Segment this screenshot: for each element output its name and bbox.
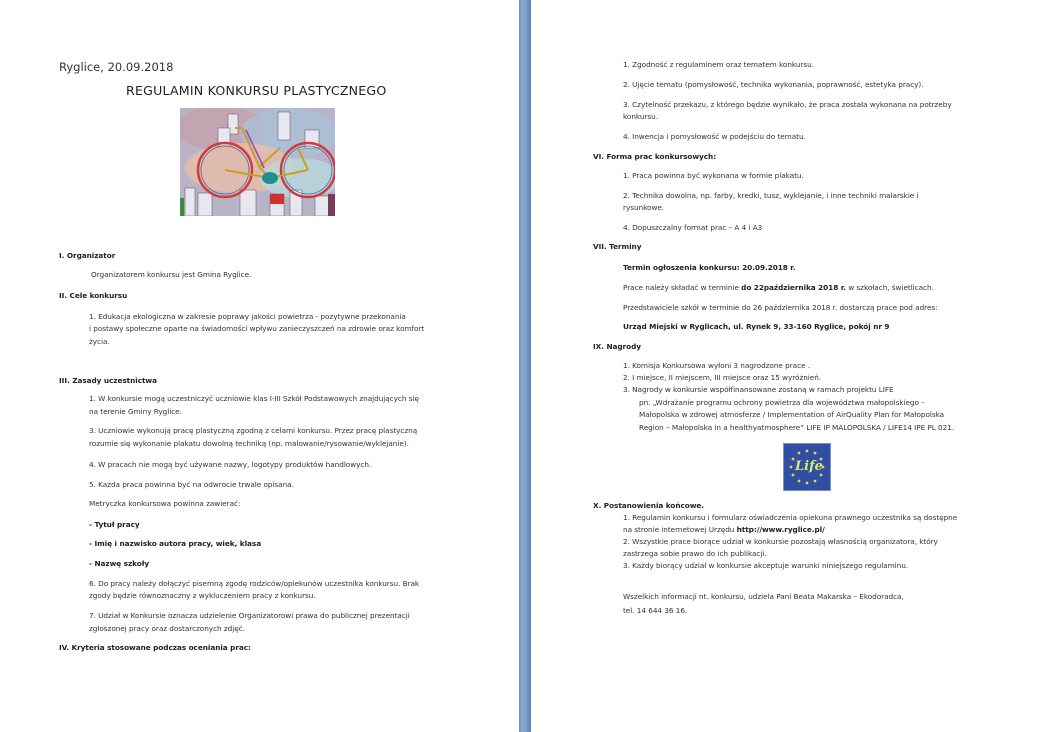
section-heading-prizes: IX. Nagrody — [593, 342, 641, 351]
form-item-4: 4. Dopuszczalny format prac – A 4 i A3 — [623, 223, 763, 232]
criterion-2: 2. Ujęcie tematu (pomysłowość, technika wykonania, poprawność, estetyka pracy). — [623, 80, 924, 89]
goals-line-2: i postawy społeczne oparte na świadomości wpływu zanieczyszczeń na zdrowie oraz komfort — [89, 324, 425, 333]
final-item-1-line-2 — [623, 525, 825, 535]
section-heading-form: VI. Forma prac konkursowych: — [593, 152, 717, 161]
goals-line-1: 1. Edukacja ekologiczna w zakresie poprawy jakości powietrza - pozytywne przekonania — [89, 312, 406, 321]
page-divider — [519, 0, 531, 732]
rule-6-line-2: zgody będzie równoznaczny z wykluczeniem pracy z konkursu. — [89, 591, 316, 600]
life-programme-logo — [783, 443, 831, 491]
section-heading-final: X. Postanowienia końcowe. — [593, 501, 705, 510]
delivery-deadline: Przedstawiciele szkół w terminie do 26 października 2018 r. dostarczą prace pod adres: — [623, 303, 938, 312]
criterion-4: 4. Inwencja i pomysłowość w podejściu do tematu. — [623, 132, 806, 141]
document-title: REGULAMIN KONKURSU PLASTYCZNEGO — [126, 83, 387, 98]
criterion-3-line-2: konkursu. — [623, 112, 658, 121]
rule-7-line-2: zgłoszonej pracy oraz dostarczonych zdjęć. — [89, 624, 245, 633]
website-link[interactable]: http://www.ryglice.pl/ — [736, 525, 825, 534]
metric-item-school: - Nazwę szkoły — [89, 559, 150, 568]
final-item-2-line-1: 2. Wszystkie prace biorące udział w konkursie pozostają własnością organizatora, który — [623, 537, 938, 546]
final-item-3: 3. Każdy biorący udział w konkursie akceptuje warunki niniejszego regulaminu. — [623, 561, 909, 570]
form-item-2-line-1: 2. Technika dowolna, np. farby, kredki, tusz, wyklejanie, i inne techniki malarskie i — [623, 191, 919, 200]
prize-item-3: 3. Nagrody w konkursie współfinansowane zostaną w ramach projektu LIFE — [623, 385, 894, 394]
section-heading-dates: VII. Terminy — [593, 242, 642, 251]
date-line: Ryglice, 20.09.2018 — [59, 60, 174, 74]
organizer-text: Organizatorem konkursu jest Gmina Ryglice. — [91, 270, 252, 279]
project-line-1: pn. „Wdrażanie programu ochrony powietrza dla województwa małopolskiego – — [639, 398, 925, 407]
contact-line: Wszelkich informacji nt. konkursu, udziela Pani Beata Makarska – Ekodoradca, — [623, 592, 904, 601]
rule-1-line-2: na terenie Gminy Ryglice. — [89, 407, 182, 416]
submission-suffix: w szkołach, świetlicach. — [845, 283, 934, 292]
rule-7-line-1: 7. Udział w Konkursie oznacza udzielenie Organizatorowi prawa do publicznej prezentacji — [89, 611, 410, 620]
contact-phone: tel. 14 644 36 16. — [623, 606, 688, 615]
rule-5: 5. Każda praca powinna być na odwrocie trwale opisana. — [89, 480, 294, 489]
rule-6-line-1: 6. Do pracy należy dołączyć pisemną zgodę rodziców/opiekunów uczestnika konkursu. Brak — [89, 579, 420, 588]
metric-intro: Metryczka konkursowa powinna zawierać: — [89, 499, 241, 508]
final-item-1-line-1: 1. Regulamin konkursu i formularz oświadczenia opiekuna prawnego uczestnika są dostępne — [623, 513, 958, 522]
project-line-3: Region – Małopolska in a healthyatmosphere” LIFE IP MALOPOLSKA / LIFE14 IPE PL 021. — [639, 423, 955, 432]
rule-3-line-2: rozumie się wykonanie plakatu dowolną techniką (np. malowanie/rysowanie/wyklejanie). — [89, 439, 409, 448]
contest-painting-image — [180, 108, 335, 216]
submission-prefix: Prace należy składać w terminie — [623, 283, 742, 292]
section-heading-organizer: I. Organizator — [59, 251, 116, 260]
submission-deadline — [623, 283, 934, 293]
prize-item-2: 2. I miejsce, II miejscem, III miejsce oraz 15 wyróżnień. — [623, 373, 822, 382]
life-logo-text: Life — [795, 459, 823, 474]
delivery-address: Urząd Miejski w Ryglicach, ul. Rynek 9, 33-160 Ryglice, pokój nr 9 — [623, 322, 890, 331]
section-heading-rules: III. Zasady uczestnictwa — [59, 376, 157, 385]
form-item-2-line-2: rysunkowe. — [623, 203, 665, 212]
final-item-1-prefix: na stronie internetowej Urzędu — [623, 525, 737, 534]
section-heading-criteria: IV. Kryteria stosowane podczas oceniania prac: — [59, 643, 251, 652]
section-heading-goals: II. Cele konkursu — [59, 291, 128, 300]
project-line-2: Małopolska w zdrowej atmosferze / Implementation of AirQuality Plan for Małopolska — [639, 410, 945, 419]
criterion-1: 1. Zgodność z regulaminem oraz tematem konkursu. — [623, 60, 814, 69]
goals-line-3: życia. — [89, 337, 110, 346]
submission-date: do 22października 2018 r. — [741, 283, 846, 292]
rule-1-line-1: 1. W konkursie mogą uczestniczyć uczniowie klas I-III Szkół Podstawowych znajdujących się — [89, 394, 419, 403]
document-page-left — [0, 0, 519, 732]
form-item-1: 1. Praca powinna być wykonana w formie plakatu. — [623, 171, 804, 180]
metric-item-author: - Imię i nazwisko autora pracy, wiek, klasa — [89, 539, 262, 548]
criterion-3-line-1: 3. Czytelność przekazu, z którego będzie wynikało, że praca została wykonana na potrzeby — [623, 100, 952, 109]
bicycle-painting-illustration — [180, 108, 335, 216]
rule-4: 4. W pracach nie mogą być używane nazwy, logotypy produktów handlowych. — [89, 460, 372, 469]
announcement-date: Termin ogłoszenia konkursu: 20.09.2018 r. — [623, 263, 796, 272]
metric-item-title: - Tytuł pracy — [89, 520, 140, 529]
rule-3-line-1: 3. Uczniowie wykonują pracę plastyczną zgodną z celami konkursu. Przez pracę plastyczną — [89, 426, 418, 435]
final-item-2-line-2: zastrzega sobie prawo do ich publikacji. — [623, 549, 767, 558]
prize-item-1: 1. Komisja Konkursowa wyłoni 3 nagrodzone prace . — [623, 361, 811, 370]
